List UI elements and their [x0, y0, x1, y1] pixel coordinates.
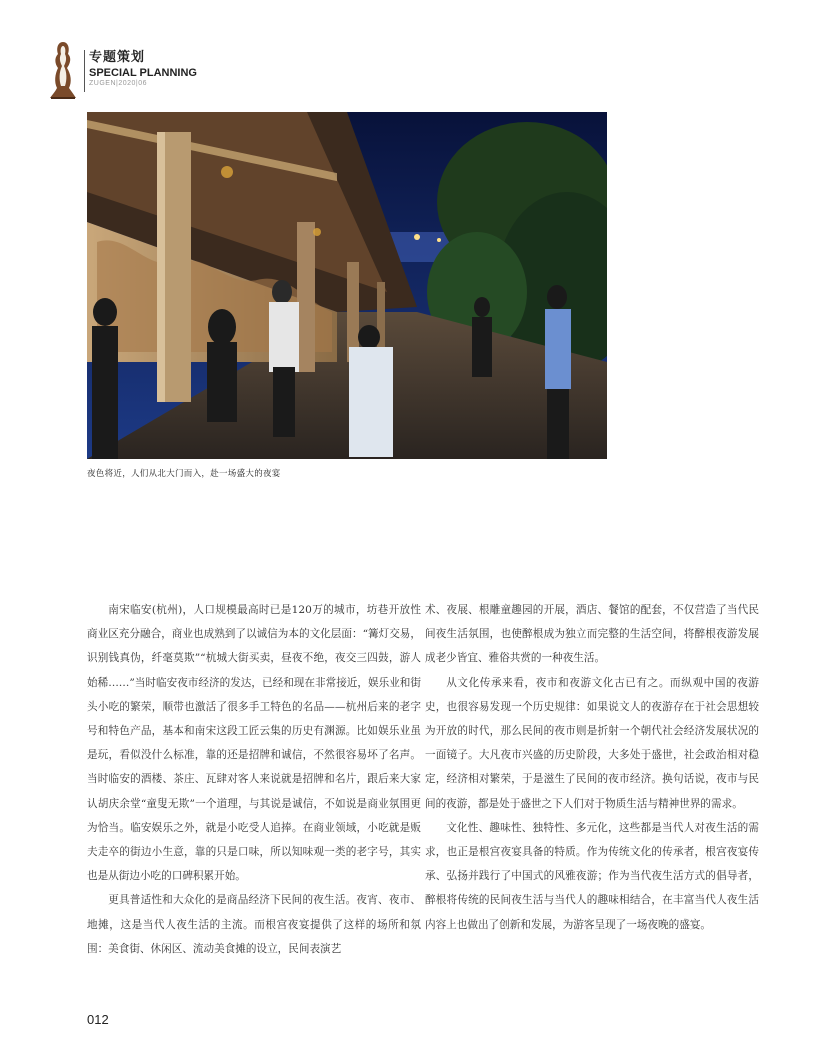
issue-code: ZUGEN|2020|06 — [89, 80, 147, 87]
article-right-column — [425, 598, 759, 937]
section-header — [89, 50, 197, 88]
page-number: 012 — [87, 1012, 109, 1027]
header-divider — [84, 50, 85, 92]
root-carving-logo — [48, 40, 78, 100]
article-paragraph: 南宋临安(杭州)，人口规模最高时已是120万的城市，坊巷开放性商业区充分融合，商业也成熟到了以诚信为本的文化层面：“篝灯交易，识别钱真伪，纤毫莫欺”“杭城大街买卖，昼夜不绝，夜交三四鼓，游人始稀……”当时临安夜市经济的发达，已经和现在非常接近，娱乐业和街头小吃的繁荣，顺带也激活了很多手工特色的名品——杭州后来的老字号和特色产品，基本和南宋这段工匠云集的历史有渊源。比如娱乐业虽是玩，看似没什么标准，靠的还是招牌和诚信，不然很容易坏了名声。当时临安的酒楼、茶庄、瓦肆对客人来说就是招牌和名片，跟后来大家认胡庆余堂“童叟无欺”一个道理，与其说是诚信，不如说是商业氛围更为恰当。临安娱乐之外，就是小吃受人追捧。在商业领域，小吃就是贩夫走卒的街边小生意，靠的只是口味，所以知味观一类的老字号，其实也是从街边小吃的口碑积累开始。 — [87, 604, 421, 883]
article-paragraph: 术、夜展、根雕童趣园的开展，酒店、餐馆的配套，不仅营造了当代民间夜生活氛围，也使醉根成为独立而完整的生活空间，将醉根夜游发展成老少皆宜、雅俗共赏的一种夜生活。 — [425, 604, 759, 665]
section-title-cn: 专题策划 — [89, 50, 146, 65]
article-paragraph: 从文化传承来看，夜市和夜游文化古已有之。而纵观中国的夜游史，也很容易发现一个历史规律：如果说文人的夜游存在于社会思想较为开放的时代，那么民间的夜市则是折射一个朝代社会经济发展状况的一面镜子。大凡夜市兴盛的历史阶段，大多处于盛世，社会政治相对稳定，经济相对繁荣，于是滋生了民间的夜市经济。换句话说，夜市与民间的夜游，都是处于盛世之下人们对于物质生活与精神世界的需求。 — [425, 676, 759, 810]
night-scene-photo — [87, 112, 607, 459]
article-left-column — [87, 598, 421, 961]
article-paragraph: 文化性、趣味性、独特性、多元化，这些都是当代人对夜生活的需求，也正是根宫夜宴具备的特质。作为传统文化的传承者，根宫夜宴传承、弘扬并践行了中国式的风雅夜游；作为当代夜生活方式的倡导者，醉根将传统的民间夜生活与当代人的趣味相结合，在丰富当代人夜生活内容上也做出了创新和发展，为游客呈现了一场夜晚的盛宴。 — [425, 821, 759, 931]
article-paragraph: 更具普适性和大众化的是商品经济下民间的夜生活。夜宵、夜市、地摊，这是当代人夜生活的主流。而根宫夜宴提供了这样的场所和氛围：美食街、休闲区、流动美食摊的设立，民间表演艺 — [87, 894, 421, 955]
photo-caption: 夜色将近，人们从北大门而入，赴一场盛大的夜宴 — [87, 469, 281, 479]
section-title-en: SPECIAL PLANNING — [89, 67, 197, 79]
